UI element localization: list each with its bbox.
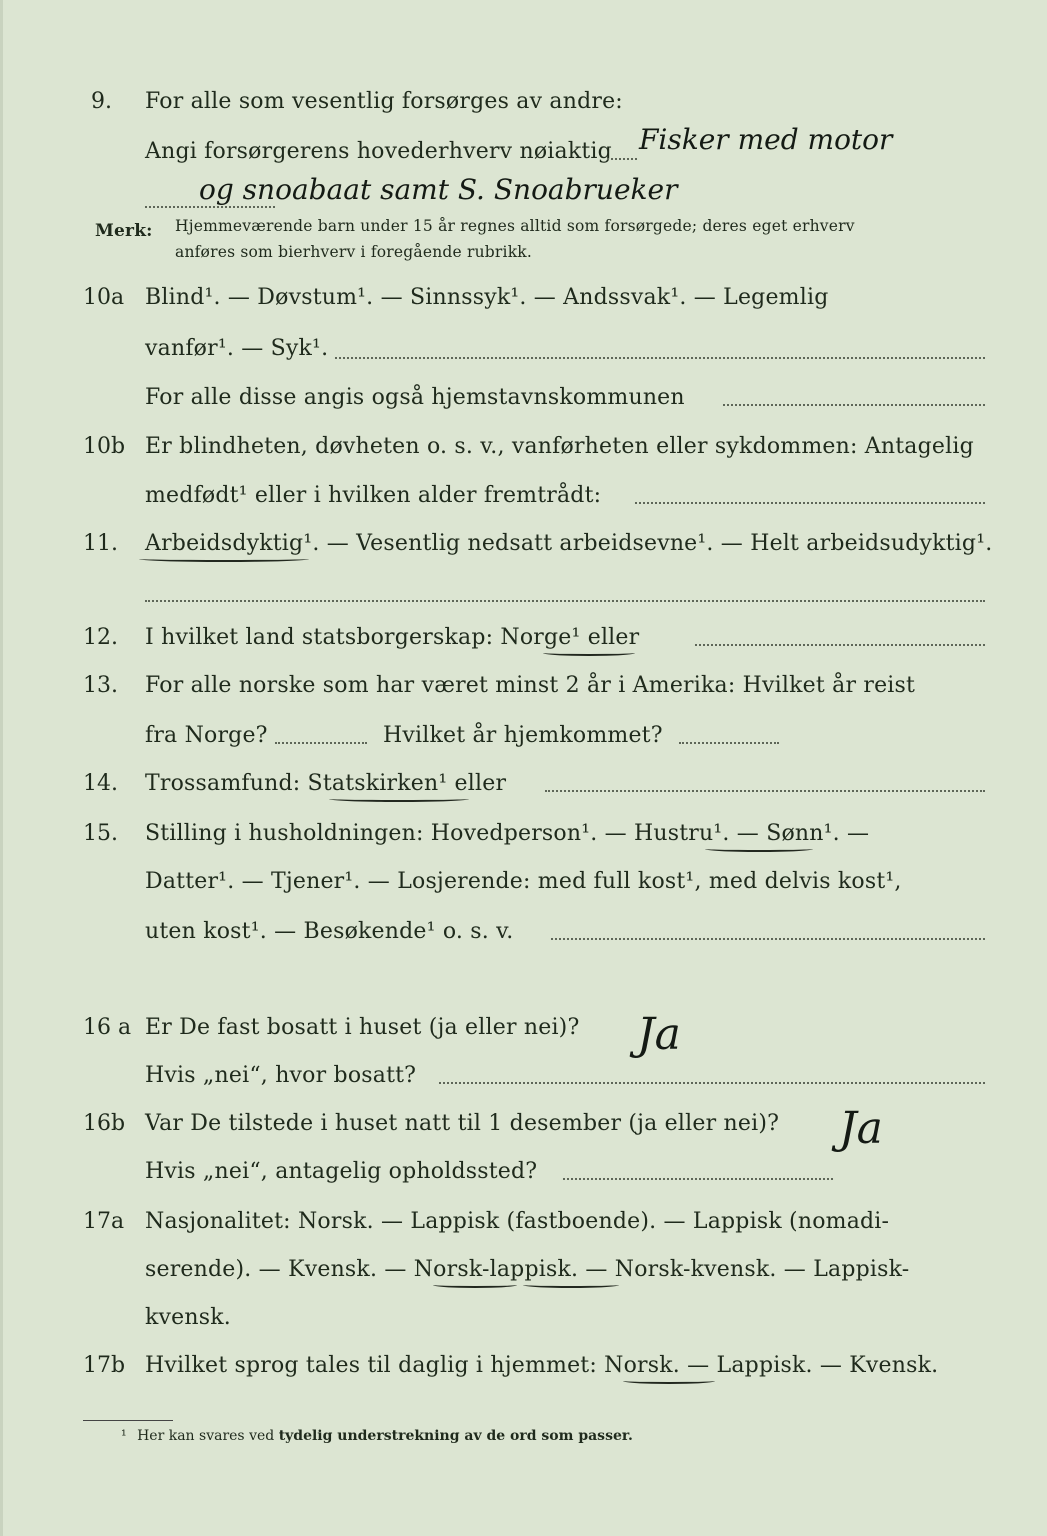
footnote xyxy=(121,1428,633,1444)
q13-line2b: Hvilket år hjemkommet? xyxy=(383,723,663,748)
q16a-line1: Er De fast bosatt i huset (ja eller nei)? xyxy=(145,1015,580,1040)
q13-line2a: fra Norge? xyxy=(145,723,268,748)
q16b-number: 16b xyxy=(83,1111,126,1136)
q15-line2: Datter¹. — Tjener¹. — Losjerende: med full kost¹, med delvis kost¹, xyxy=(145,869,902,894)
merk-label: Merk: xyxy=(95,221,153,241)
footnote-rule xyxy=(83,1420,173,1421)
q15-underline-hustru xyxy=(705,846,813,852)
q16a-handwritten-answer: Ja xyxy=(637,1009,681,1060)
footnote-mark: ¹ xyxy=(121,1428,127,1444)
q9-number: 9. xyxy=(91,89,112,114)
q9-handwritten-answer2: og snoabaat samt S. Snoabrueker xyxy=(199,173,678,206)
q10a-line1: Blind¹. — Døvstum¹. — Sinnssyk¹. — Andssvak¹. — Legemlig xyxy=(145,285,829,310)
q9-fill-line1 xyxy=(607,158,637,160)
q17b-number: 17b xyxy=(83,1353,126,1378)
q14-line1: Trossamfund: Statskirken¹ eller xyxy=(145,771,507,796)
q16a-fill-line xyxy=(439,1082,985,1084)
q9-line2: Angi forsørgerens hovederhverv nøiaktig xyxy=(145,139,612,164)
q10a-number: 10a xyxy=(83,285,125,310)
q12-line1: I hvilket land statsborgerskap: Norge¹ eller xyxy=(145,625,640,650)
q17a-number: 17a xyxy=(83,1209,125,1234)
q15-number: 15. xyxy=(83,821,118,846)
q10a-line3: For alle disse angis også hjemstavnskommunen xyxy=(145,385,685,410)
q10b-line1: Er blindheten, døvheten o. s. v., vanførheten eller sykdommen: Antagelig xyxy=(145,434,974,459)
q12-number: 12. xyxy=(83,625,118,650)
q17a-underline-lappisk xyxy=(523,1282,619,1288)
q16a-number: 16 a xyxy=(83,1015,132,1040)
q16a-line2: Hvis „nei“, hvor bosatt? xyxy=(145,1063,417,1088)
footnote-text-a: Her kan svares ved xyxy=(137,1428,275,1444)
q11-fill-line xyxy=(145,600,985,602)
q17b-underline-norsk xyxy=(623,1378,715,1384)
q15-line1: Stilling i husholdningen: Hovedperson¹. — Hustru¹. — Sønn¹. — xyxy=(145,821,870,846)
q10b-line2: medfødt¹ eller i hvilken alder fremtrådt: xyxy=(145,483,602,508)
q12-fill-line xyxy=(695,644,985,646)
q14-underline-statskirken xyxy=(329,796,469,802)
q9-handwritten-answer1: Fisker med motor xyxy=(639,123,893,156)
q17a-line3: kvensk. xyxy=(145,1305,231,1330)
q14-number: 14. xyxy=(83,771,118,796)
q17a-line2: serende). — Kvensk. — Norsk-lappisk. — Norsk-kvensk. — Lappisk- xyxy=(145,1257,910,1282)
q10a-fill-line3 xyxy=(723,404,985,406)
q13-number: 13. xyxy=(83,673,118,698)
q10a-line2: vanfør¹. — Syk¹. xyxy=(145,336,329,361)
merk-line1: Hjemmeværende barn under 15 år regnes alltid som forsørgede; deres eget erhverv xyxy=(175,217,855,235)
q12-underline-norge xyxy=(543,650,635,656)
q11-underline-arbeidsdyktig xyxy=(139,556,309,562)
q10b-number: 10b xyxy=(83,434,126,459)
q11-line1: Arbeidsdyktig¹. — Vesentlig nedsatt arbeidsevne¹. — Helt arbeidsudyktig¹. xyxy=(145,531,993,556)
q17b-line1: Hvilket sprog tales til daglig i hjemmet: Norsk. — Lappisk. — Kvensk. xyxy=(145,1353,939,1378)
q17a-underline-norsk xyxy=(433,1282,517,1288)
q10b-fill-line xyxy=(635,502,985,504)
merk-line2: anføres som bierhverv i foregående rubrikk. xyxy=(175,243,533,261)
q13-fill-hjemkommet xyxy=(679,742,779,744)
q15-fill-line xyxy=(551,938,985,940)
q16b-handwritten-answer: Ja xyxy=(839,1103,883,1154)
q14-fill-line xyxy=(545,790,985,792)
q16b-line2: Hvis „nei“, antagelig opholdssted? xyxy=(145,1159,538,1184)
q16b-line1: Var De tilstede i huset natt til 1 desember (ja eller nei)? xyxy=(145,1111,780,1136)
q17a-line1: Nasjonalitet: Norsk. — Lappisk (fastboende). — Lappisk (nomadi- xyxy=(145,1209,890,1234)
q10a-fill-line2 xyxy=(335,357,985,359)
q13-fill-reist xyxy=(275,742,367,744)
q16b-fill-line xyxy=(563,1178,833,1180)
q13-line1: For alle norske som har været minst 2 år i Amerika: Hvilket år reist xyxy=(145,673,916,698)
q15-line3: uten kost¹. — Besøkende¹ o. s. v. xyxy=(145,919,514,944)
q11-number: 11. xyxy=(83,531,118,556)
q9-line1: For alle som vesentlig forsørges av andre: xyxy=(145,89,623,114)
footnote-text-b: tydelig understrekning av de ord som passer. xyxy=(278,1428,633,1444)
